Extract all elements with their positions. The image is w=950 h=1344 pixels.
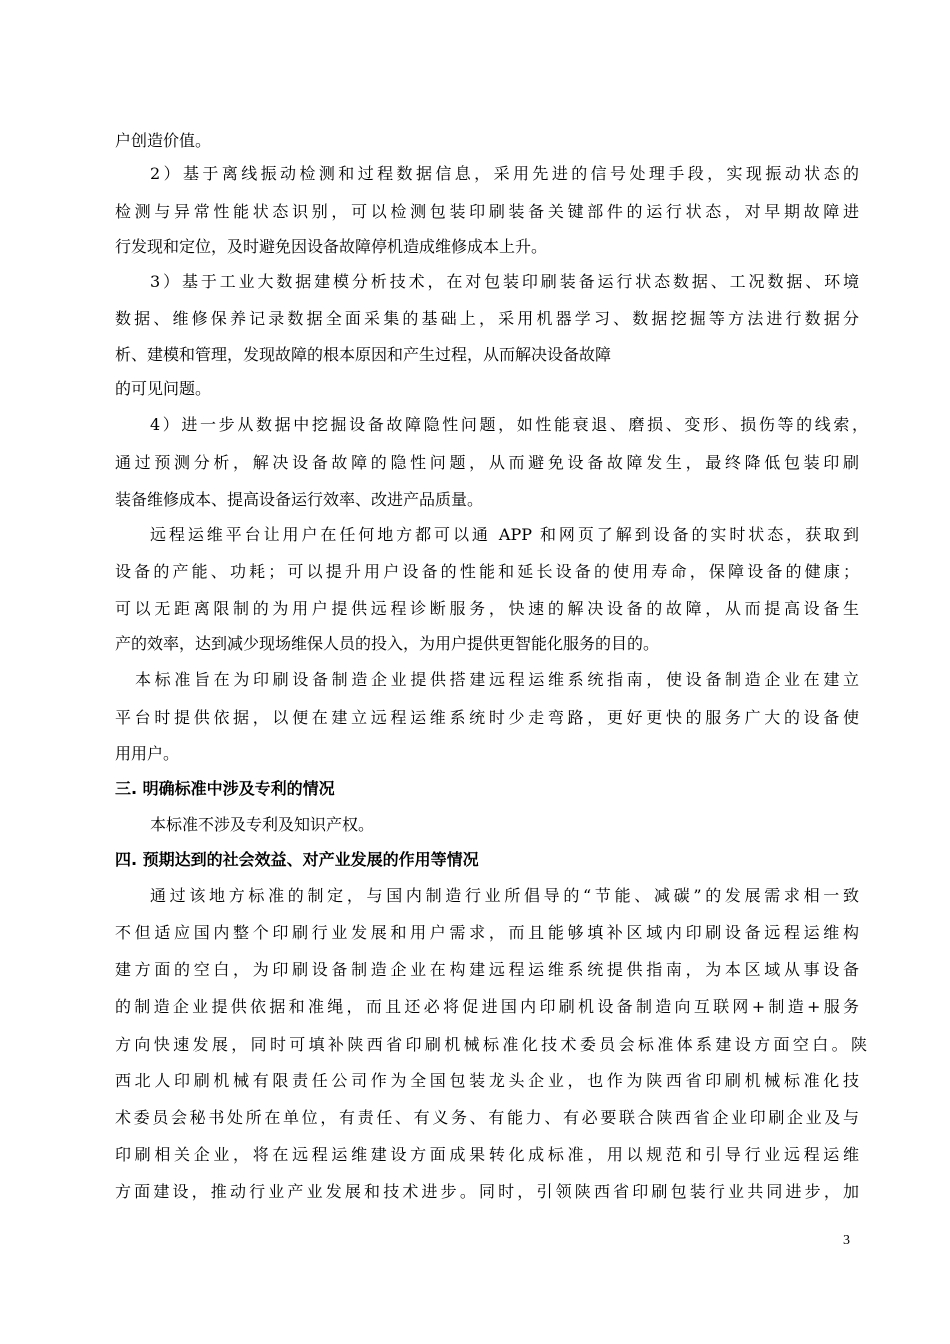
- text-line: 的制造企业提供依据和准绳，而且还必将促进国内印刷机设备制造向互联网+制造+服务: [115, 997, 859, 1016]
- text-line: 检测与异常性能状态识别，可以检测包装印刷装备关键部件的运行状态，对早期故障进: [115, 202, 859, 221]
- text-line: 4）进一步从数据中挖掘设备故障隐性问题，如性能衰退、磨损、变形、损伤等的线索，: [150, 415, 868, 434]
- text-line: 析、建模和管理，发现故障的根本原因和产生过程，从而解决设备故障: [115, 345, 612, 364]
- text-line: 可以无距离限制的为用户提供远程诊断服务，快速的解决设备的故障，从而提高设备生: [115, 599, 859, 618]
- section-heading: 三. 明确标准中涉及专利的情况: [115, 779, 335, 798]
- text-line: 方向快速发展，同时可填补陕西省印刷机械标准化技术委员会标准体系建设方面空白。陕: [115, 1035, 867, 1054]
- text-line: 产的效率，达到减少现场维保人员的投入，为用户提供更智能化服务的目的。: [115, 634, 660, 653]
- text-line: 本标准旨在为印刷设备制造企业提供搭建远程运维系统指南，使设备制造企业在建立: [135, 670, 859, 689]
- text-line: 行发现和定位，及时避免因设备故障停机造成维修成本上升。: [115, 237, 548, 256]
- text-line: 数据、维修保养记录数据全面采集的基础上，采用机器学习、数据挖掘等方法进行数据分: [115, 309, 859, 328]
- text-line: 设备的产能、功耗；可以提升用户设备的性能和延长设备的使用寿命，保障设备的健康；: [115, 562, 859, 581]
- text-line: 平台时提供依据，以便在建立远程运维系统时少走弯路，更好更快的服务广大的设备使: [115, 708, 859, 727]
- text-line: 远程运维平台让用户在任何地方都可以通 APP 和网页了解到设备的实时状态，获取到: [150, 525, 859, 544]
- text-line: 印刷相关企业，将在远程运维建设方面成果转化成标准，用以规范和引导行业远程运维: [115, 1145, 859, 1164]
- text-line: 术委员会秘书处所在单位，有责任、有义务、有能力、有必要联合陕西省企业印刷企业及与: [115, 1108, 859, 1127]
- text-line: 西北人印刷机械有限责任公司作为全国包装龙头企业，也作为陕西省印刷机械标准化技: [115, 1071, 859, 1090]
- text-line: 用用户。: [115, 744, 180, 763]
- text-line: 2）基于离线振动检测和过程数据信息，采用先进的信号处理手段，实现振动状态的: [150, 164, 859, 183]
- page-number: 3: [843, 1233, 850, 1248]
- text-line: 的可见问题。: [115, 379, 212, 398]
- text-line: 户创造价值。: [115, 131, 212, 150]
- text-line: 3）基于工业大数据建模分析技术，在对包装印刷装备运行状态数据、工况数据、环境: [150, 272, 859, 291]
- text-line: 方面建设，推动行业产业发展和技术进步。同时，引领陕西省印刷包装行业共同进步，加: [115, 1182, 859, 1201]
- section-heading: 四. 预期达到的社会效益、对产业发展的作用等情况: [115, 850, 479, 869]
- text-line: 本标准不涉及专利及知识产权。: [150, 815, 375, 834]
- text-line: 通过预测分析，解决设备故障的隐性问题，从而避免设备故障发生，最终降低包装印刷: [115, 453, 859, 472]
- text-line: 通过该地方标准的制定，与国内制造行业所倡导的“节能、减碳”的发展需求相一致: [150, 886, 859, 905]
- text-line: 建方面的空白，为印刷设备制造企业在构建远程运维系统提供指南，为本区域从事设备: [115, 960, 859, 979]
- text-line: 装备维修成本、提高设备运行效率、改进产品质量。: [115, 490, 484, 509]
- text-line: 不但适应国内整个印刷行业发展和用户需求，而且能够填补区域内印刷设备远程运维构: [115, 923, 859, 942]
